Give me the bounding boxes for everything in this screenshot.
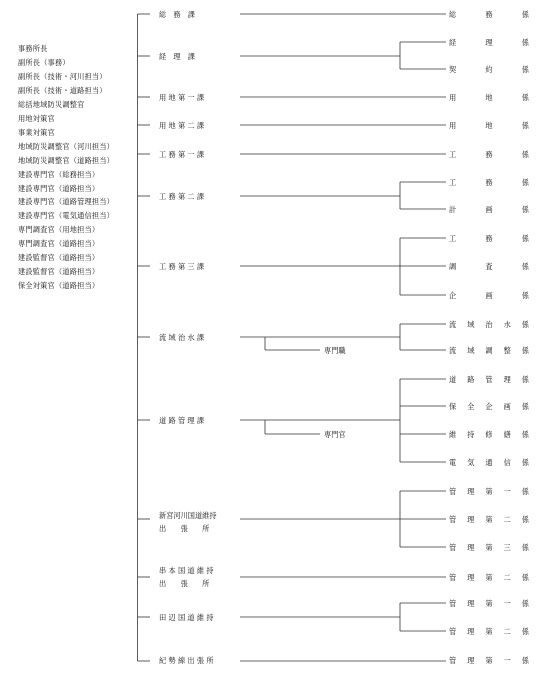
official-title: 事業対策官	[18, 127, 55, 137]
section-label: 管 理 第 二 係	[449, 627, 529, 636]
section-label: 管 理 第 一 係	[449, 487, 529, 496]
officials-list	[18, 42, 114, 293]
official-title: 建設監督官（道路担当）	[18, 267, 100, 277]
department-label: 串 本 国 道 維 持	[159, 566, 214, 575]
section-label: 計 画 係	[449, 205, 529, 214]
section-label: 管 理 第 二 係	[449, 515, 529, 524]
section-label: 電 気 通 信 係	[449, 458, 529, 467]
section-label: 管 理 第 二 係	[449, 573, 529, 582]
department-label: 出 張 所	[159, 524, 210, 533]
department-label: 田 辺 国 道 維 持	[159, 613, 214, 622]
department-label: 出 張 所	[159, 579, 210, 588]
official-title: 副所長（技術・道路担当）	[18, 85, 107, 95]
official-title: 副所長（事務）	[18, 57, 70, 67]
department-label: 経 理 課	[159, 52, 195, 61]
staff-label: 専門官	[324, 430, 346, 439]
department-label: 工 務 第 一 課	[159, 150, 205, 159]
section-label: 維 持 修 繕 係	[449, 430, 529, 439]
official-title: 地域防災調整官（道路担当）	[18, 155, 115, 165]
official-title: 地域防災調整官（河川担当）	[18, 141, 115, 151]
section-label: 管 理 第 一 係	[449, 599, 529, 608]
department-label: 工 務 第 二 課	[159, 192, 205, 201]
section-label: 経 理 係	[449, 38, 529, 47]
section-label: 工 務 係	[449, 150, 529, 159]
department-label: 用 地 第 一 課	[159, 93, 205, 102]
section-label: 用 地 係	[449, 93, 529, 102]
section-label: 工 務 係	[449, 234, 529, 243]
official-title: 事務所長	[18, 44, 48, 53]
official-title: 建設専門官（道路管理担当）	[18, 197, 115, 207]
official-title: 用地対策官	[18, 113, 55, 123]
department-label: 工 務 第 三 課	[159, 262, 205, 271]
section-label: 流 域 調 整 係	[449, 346, 529, 355]
department-label: 紀 勢 線 出 張 所	[159, 656, 214, 665]
official-title: 建設専門官（道路担当）	[18, 183, 100, 193]
department-label: 道 路 管 理 課	[159, 416, 205, 425]
section-label: 管 理 第 三 係	[449, 543, 529, 552]
staff-label: 専門職	[324, 346, 346, 355]
section-label: 道 路 管 理 係	[449, 375, 529, 384]
official-title: 副所長（技術・河川担当）	[18, 71, 107, 81]
official-title: 保全対策官（道路担当）	[18, 281, 100, 291]
section-label: 契 約 係	[449, 65, 529, 74]
section-label: 企 画 係	[449, 291, 529, 300]
official-title: 建設監督官（道路担当）	[18, 253, 100, 263]
department-label: 新宮河川国道維持	[159, 511, 217, 520]
department-label: 流 域 治 水 課	[159, 333, 205, 342]
official-title: 建設専門官（電気通信担当）	[18, 211, 115, 221]
official-title: 専門調査官（用地担当）	[18, 225, 100, 235]
section-label: 保 全 企 画 係	[449, 402, 529, 411]
official-title: 総括地域防災調整官	[18, 99, 85, 109]
department-label: 用 地 第 二 課	[159, 121, 205, 130]
section-label: 調 査 係	[449, 262, 529, 271]
section-label: 流 域 治 水 係	[449, 320, 529, 329]
section-label: 工 務 係	[449, 178, 529, 187]
department-label: 総 務 課	[159, 10, 195, 19]
section-label: 総 務 係	[449, 10, 529, 19]
section-label: 用 地 係	[449, 121, 529, 130]
section-label: 管 理 第 一 係	[449, 656, 529, 665]
official-title: 建設専門官（総務担当）	[18, 169, 100, 179]
official-title: 専門調査官（道路担当）	[18, 239, 100, 249]
